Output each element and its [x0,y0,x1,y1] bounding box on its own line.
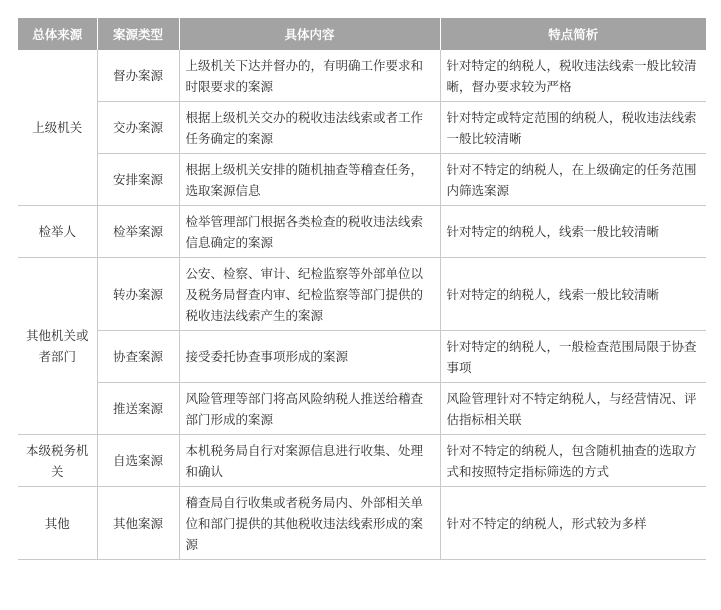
content-cell: 上级机关下达并督办的，有明确工作要求和时限要求的案源 [179,50,440,102]
analysis-cell: 针对不特定的纳税人，包含随机抽查的选取方式和按照特定指标筛选的方式 [440,435,706,487]
analysis-cell: 针对特定的纳税人，一般检查范围局限于协查事项 [440,331,706,383]
content-cell: 本机税务局自行对案源信息进行收集、处理和确认 [179,435,440,487]
table-row [18,206,706,258]
group-source-cell: 其他 [18,487,97,560]
header-type: 案源类型 [97,18,179,50]
analysis-cell: 风险管理针对不特定纳税人，与经营情况、评估指标相关联 [440,383,706,435]
content-cell: 接受委托协查事项形成的案源 [179,331,440,383]
table-row [18,383,706,435]
content-cell: 稽查局自行收集或者税务局内、外部相关单位和部门提供的其他税收违法线索形成的案源 [179,487,440,560]
content-cell: 根据上级机关安排的随机抽查等稽查任务，选取案源信息 [179,154,440,206]
analysis-cell: 针对特定的纳税人，税收违法线索一般比较清晰，督办要求较为严格 [440,50,706,102]
content-cell: 根据上级机关交办的税收违法线索或者工作任务确定的案源 [179,102,440,154]
case-type-cell: 其他案源 [97,487,179,560]
case-type-cell: 督办案源 [97,50,179,102]
case-type-cell: 推送案源 [97,383,179,435]
header-analysis: 特点简析 [440,18,706,50]
case-type-cell: 检举案源 [97,206,179,258]
analysis-cell: 针对特定的纳税人，线索一般比较清晰 [440,206,706,258]
group-source-cell: 上级机关 [18,50,97,206]
case-type-cell: 安排案源 [97,154,179,206]
analysis-cell: 针对不特定的纳税人，在上级确定的任务范围内筛选案源 [440,154,706,206]
table-row [18,154,706,206]
group-source-cell: 检举人 [18,206,97,258]
group-source-cell: 本级税务机关 [18,435,97,487]
header-content: 具体内容 [179,18,440,50]
table-row [18,487,706,560]
group-source-cell: 其他机关或者部门 [18,258,97,435]
case-source-table [18,18,706,560]
table-row [18,102,706,154]
content-cell: 公安、检察、审计、纪检监察等外部单位以及税务局督查内审、纪检监察等部门提供的税收违法线索产生的案源 [179,258,440,331]
case-type-cell: 交办案源 [97,102,179,154]
content-cell: 风险管理等部门将高风险纳税人推送给稽查部门形成的案源 [179,383,440,435]
analysis-cell: 针对不特定的纳税人，形式较为多样 [440,487,706,560]
case-type-cell: 转办案源 [97,258,179,331]
table-row [18,331,706,383]
header-source: 总体来源 [18,18,97,50]
header-row [18,18,706,50]
case-type-cell: 自选案源 [97,435,179,487]
table-row [18,50,706,102]
analysis-cell: 针对特定的纳税人，线索一般比较清晰 [440,258,706,331]
table-row [18,435,706,487]
table-row [18,258,706,331]
content-cell: 检举管理部门根据各类检查的税收违法线索信息确定的案源 [179,206,440,258]
analysis-cell: 针对特定或特定范围的纳税人，税收违法线索一般比较清晰 [440,102,706,154]
case-type-cell: 协查案源 [97,331,179,383]
